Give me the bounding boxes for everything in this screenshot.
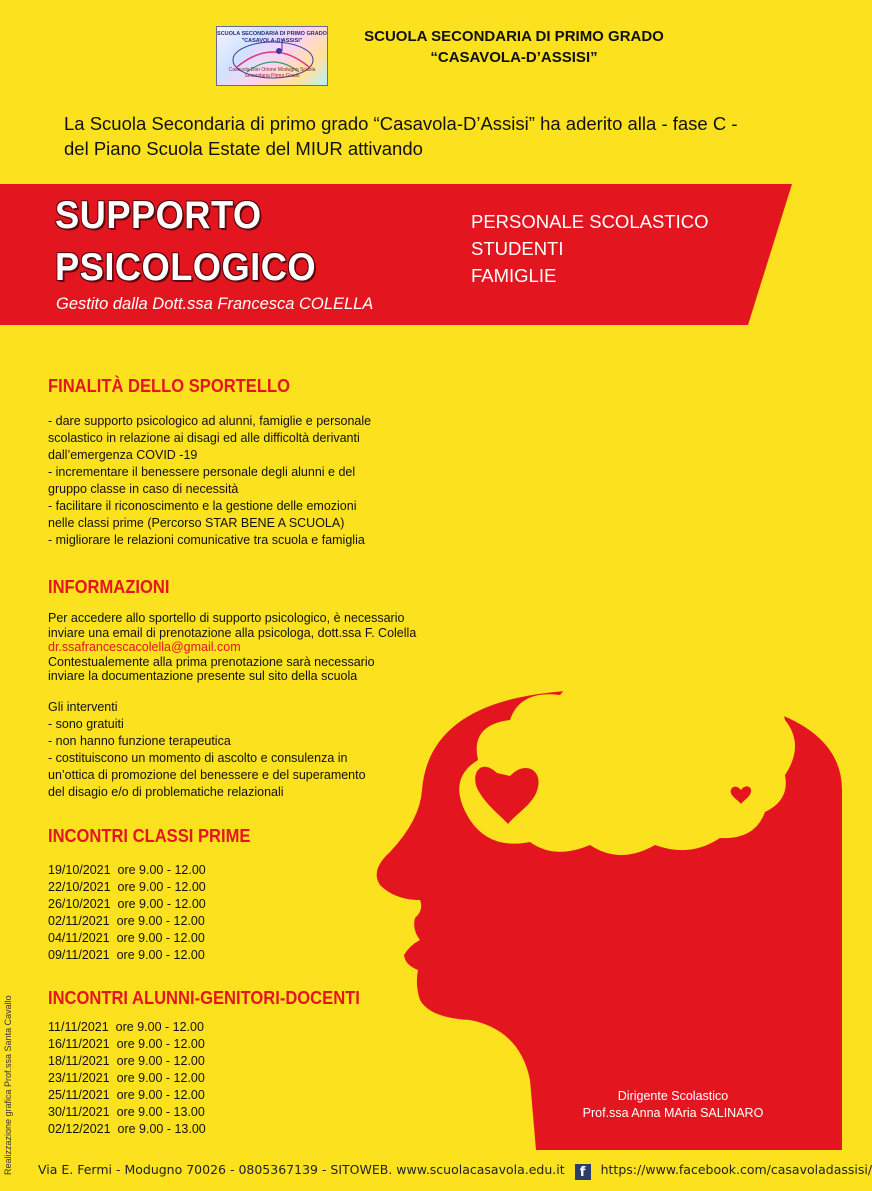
info-line: Per accedere allo sportello di supporto psicologico, è necessario [48,611,405,625]
email-link[interactable]: dr.ssafrancescacolella@gmail.com [48,640,241,654]
banner-title-line1: SUPPORTO [55,194,262,237]
list-item: - facilitare il riconoscimento e la gestione delle emozioni [48,499,357,513]
date-row: 02/12/2021 ore 9.00 - 13.00 [48,1122,206,1136]
footer [38,1162,872,1180]
banner-subtitle: Gestito dalla Dott.ssa Francesca COLELLA [56,295,374,313]
info-line: inviare la documentazione presente sul sito della scuola [48,669,358,683]
logo-text-top: SCUOLA SECONDARIA DI PRIMO GRADO "CASAVOLA-D'ASSISI" [217,31,327,44]
list-item: nelle classi prime (Percorso STAR BENE A SCUOLA) [48,516,345,530]
principal-name: Prof.ssa Anna MAria SALINARO [582,1106,764,1120]
list-item: un’ottica di promozione del benessere e del superamento [48,768,366,782]
info-line: inviare una email di prenotazione alla psicologa, dott.ssa F. Colella [48,625,417,640]
informazioni-text [48,611,468,684]
facebook-link[interactable]: https://www.facebook.com/casavoladassisi/ [600,1162,872,1177]
principal-signature [560,1088,786,1122]
banner-title [55,190,316,294]
incontri-agd-title: INCONTRI ALUNNI-GENITORI-DOCENTI [48,988,360,1008]
info-line: Contestualemente alla prima prenotazione sarà necessario [48,654,375,669]
date-row: 18/11/2021 ore 9.00 - 12.00 [48,1054,205,1068]
list-item: - sono gratuiti [48,717,124,731]
principal-role: Dirigente Scolastico [617,1089,729,1103]
banner-title-line2: PSICOLOGICO [55,246,317,289]
date-row: 11/11/2021 ore 9.00 - 12.00 [48,1020,204,1034]
incontri-agd-dates [48,1019,206,1138]
list-item: - migliorare le relazioni comunicative tra scuola e famiglia [48,533,365,547]
school-title-line2: “CASAVOLA-D’ASSISI” [430,49,598,66]
logo-text-bottom: Casavola Don Orione Modugno Scuola Secondaria Primo Grado [228,67,316,79]
list-item: - costituiscono un momento di ascolto e consulenza in [48,751,348,765]
graphic-credit: Realizzazione grafica Prof.ssa Santa Cavallo [3,995,13,1175]
footer-address: Via E. Fermi - Modugno 70026 - 0805367139 - SITOWEB. www.scuolacasavola.edu.it [38,1162,565,1177]
list-item: - dare supporto psicologico ad alunni, famiglie e personale [48,414,372,428]
list-item: del disagio e/o di problematiche relazionali [48,785,284,799]
interventi-list [48,699,468,801]
date-row: 30/11/2021 ore 9.00 - 13.00 [48,1105,205,1119]
intro-line2: del Piano Scuola Estate del MIUR attivando [64,138,423,159]
list-item: - non hanno funzione terapeutica [48,734,231,748]
list-item: Gli interventi [48,700,118,714]
date-row: 26/10/2021 ore 9.00 - 12.00 [48,897,206,911]
school-title [344,26,684,68]
school-logo [216,26,328,86]
intro-text [64,111,804,161]
thought-cloud [459,670,795,855]
date-row: 04/11/2021 ore 9.00 - 12.00 [48,931,205,945]
finalita-list [48,413,468,549]
audience-item: PERSONALE SCOLASTICO [471,211,709,232]
finalita-title: FINALITÀ DELLO SPORTELLO [48,376,290,396]
facebook-icon[interactable]: f [575,1164,591,1180]
date-row: 22/10/2021 ore 9.00 - 12.00 [48,880,206,894]
date-row: 09/11/2021 ore 9.00 - 12.00 [48,948,205,962]
list-item: - incrementare il benessere personale degli alunni e del [48,465,356,479]
date-row: 19/10/2021 ore 9.00 - 12.00 [48,863,206,877]
incontri-prime-dates [48,862,206,964]
audience-list [471,208,708,289]
audience-item: STUDENTI [471,238,564,259]
list-item: dall’emergenza COVID -19 [48,448,198,462]
date-row: 16/11/2021 ore 9.00 - 12.00 [48,1037,205,1051]
list-item: gruppo classe in caso di necessità [48,482,239,496]
informazioni-title: INFORMAZIONI [48,577,170,597]
audience-item: FAMIGLIE [471,265,557,286]
intro-line1: La Scuola Secondaria di primo grado “Casavola-D’Assisi” ha aderito alla - fase C - [64,113,738,134]
school-title-line1: SCUOLA SECONDARIA DI PRIMO GRADO [364,28,664,45]
date-row: 02/11/2021 ore 9.00 - 12.00 [48,914,205,928]
list-item: scolastico in relazione ai disagi ed alle difficoltà derivanti [48,431,360,445]
incontri-prime-title: INCONTRI CLASSI PRIME [48,826,251,846]
date-row: 23/11/2021 ore 9.00 - 12.00 [48,1071,205,1085]
date-row: 25/11/2021 ore 9.00 - 12.00 [48,1088,205,1102]
